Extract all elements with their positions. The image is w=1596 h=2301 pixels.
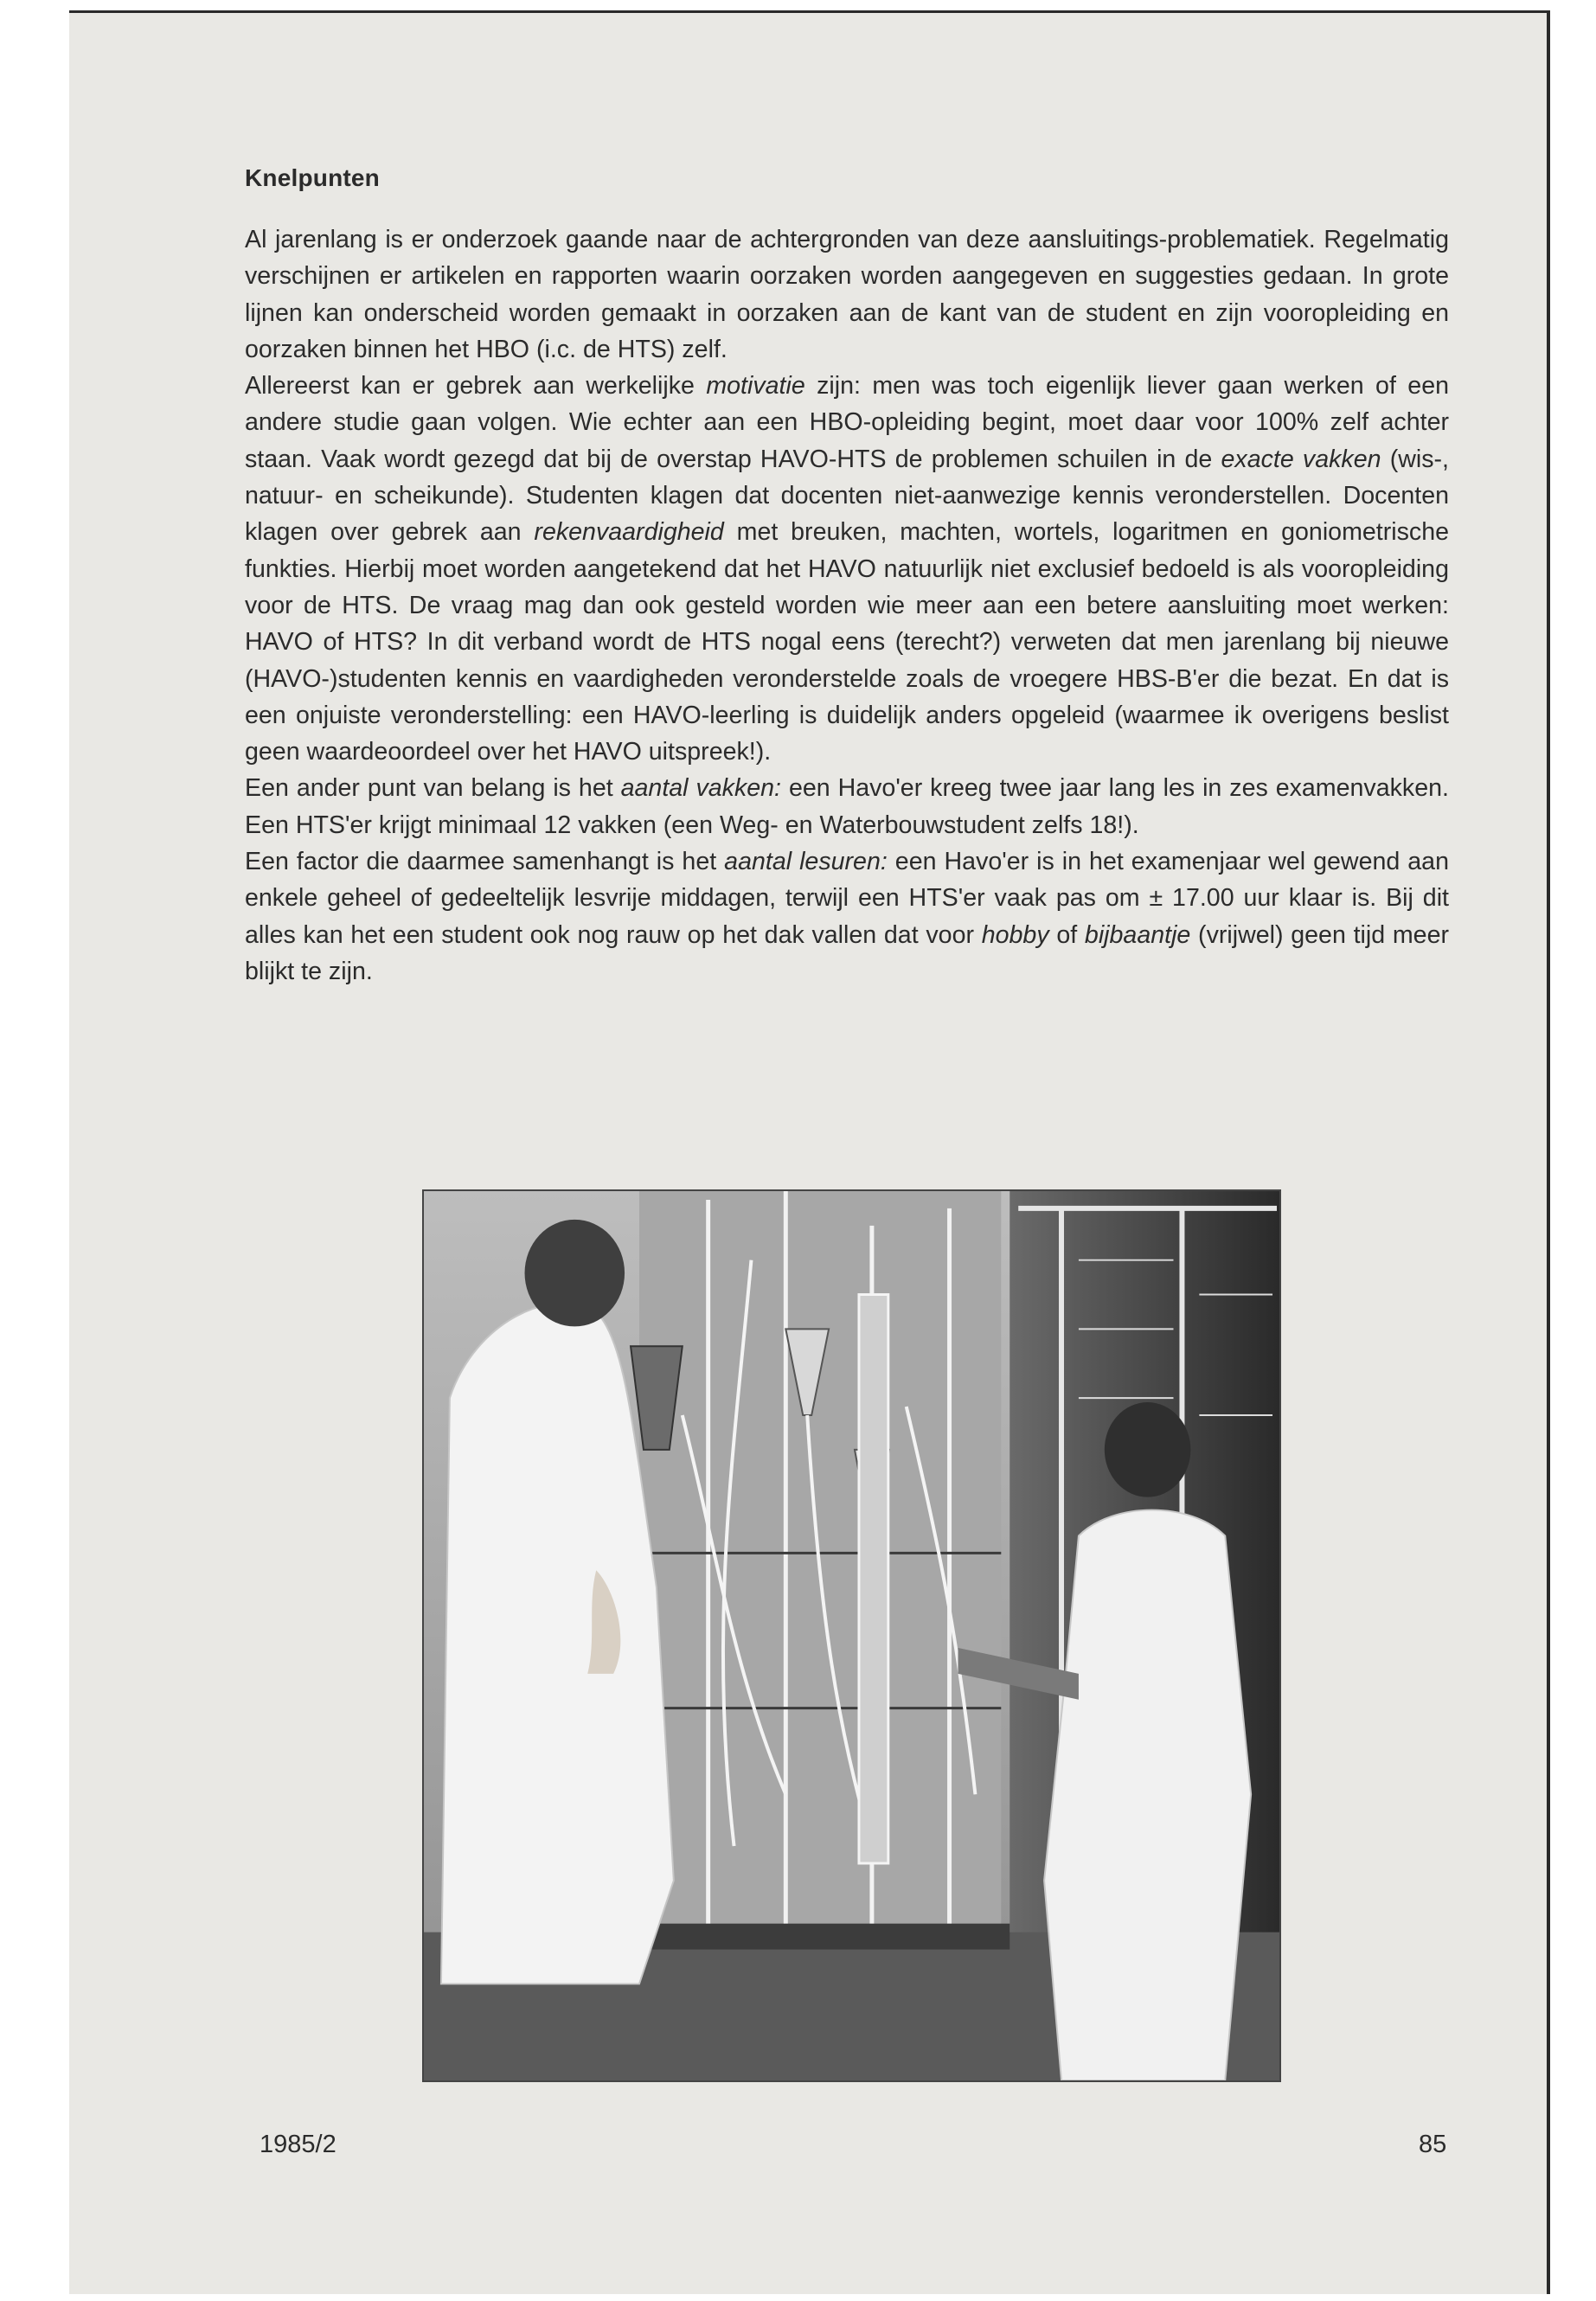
text-run: Al jarenlang is er onderzoek gaande naar de achtergronden van deze aansluitings-problematiek. Regelmatig verschijnen er artikelen en rapporten waarin oorzaken worden aangegeven en suggesties gedaan. In grote lijnen kan onderscheid worden gemaakt in oorzaken aan de kant van de student en zijn vooropleiding en oorzaken binnen het HBO (i.c. de HTS) zelf. [245,226,1449,363]
text-run: een Havo'er is in het examenjaar wel gewend aan enkele geheel of gedeeltelijk lesvrije middagen, terwijl een HTS'er vaak pas om ± 17.00 uur klaar is. Bij dit alles kan het een student ook nog rauw op het dak vallen dat voor [245,848,1449,949]
emphasized-term: hobby [981,920,1049,949]
article-text [245,164,1449,990]
laboratory-photo [422,1189,1281,2082]
text-run: Een factor die daarmee samenhangt is het [245,848,725,876]
text-run: met breuken, machten, wortels, logaritmen en goniometrische funkties. Hierbij moet worden aangetekend dat het HAVO natuurlijk niet exclusief bedoeld is als vooropleiding voor de HTS. De vraag mag dan ook gesteld worden wie meer aan een betere aansluiting moet werken: HAVO of HTS? In dit verband wordt de HTS nogal eens (terecht?) verweten dat men jarenlang bij nieuwe (HAVO-)studenten kennis en vaardigheden veronderstelde zoals de vroegere HBS-B'er die bezat. En dat is een onjuiste veronderstelling: een HAVO-leerling is duidelijk anders opgeleid (waarmee ik overigens beslist geen waardeoordeel over het HAVO uitspreek!). [245,518,1450,766]
emphasized-term: aantal vakken: [620,774,781,803]
text-run: Een ander punt van belang is het [245,774,621,803]
paragraph-list [245,221,1449,990]
text-run: zijn: men was toch eigenlijk liever gaan werken of een andere studie gaan volgen. Wie echter aan een HBO-opleiding begint, moet daar voor 100% zelf achter staan. Vaak wordt gezegd dat bij de overstap HAVO-HTS de problemen schuilen in de [245,372,1449,473]
paragraph [245,368,1449,770]
text-run: een Havo'er kreeg twee jaar lang les in zes examenvakken. Een HTS'er krijgt minimaal 12 vakken (een Weg- en Waterbouwstudent zelfs 18!). [245,774,1449,839]
text-run: of [1048,920,1085,949]
paragraph [245,843,1449,990]
page-sheet [69,10,1550,2294]
emphasized-term: aantal lesuren: [724,848,888,876]
text-run: (vrijwel) geen tijd meer blijkt te zijn. [245,920,1449,985]
emphasized-term: motivatie [706,372,805,401]
page-number: 85 [1419,2131,1447,2158]
text-run: (wis-, natuur- en scheikunde). Studenten klagen dat docenten niet-aanwezige kennis veronderstellen. Docenten klagen over gebrek aan [245,445,1449,547]
photo-illustration [424,1191,1279,2080]
emphasized-term: rekenvaardigheid [534,518,724,547]
paragraph [245,770,1449,843]
text-run: Allereerst kan er gebrek aan werkelijke [245,372,707,401]
emphasized-term: bijbaantje [1084,920,1191,949]
issue-number: 1985/2 [260,2131,337,2158]
paragraph [245,221,1449,368]
emphasized-term: exacte vakken [1221,445,1381,473]
section-heading: Knelpunten [245,164,380,191]
